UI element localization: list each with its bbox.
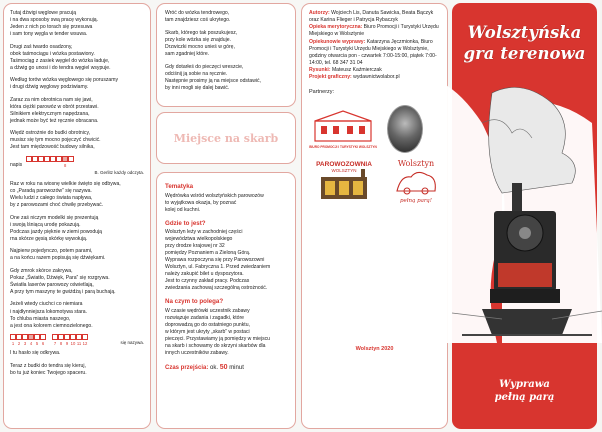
logo1-text: BIURO PROMOCJI I TURYSTYKI WOLSZTYN: [309, 144, 377, 149]
box-number: 12: [82, 340, 88, 346]
partners-label: Partnerzy:: [309, 89, 335, 96]
credits-design: [309, 74, 440, 81]
box-number: 4: [29, 340, 33, 346]
riddle-stanza: Tutaj dźwigi węglowe pracują i na dwa sposoby swą pracę wykonują. Jeden z nich po torach się przesuwa i sam tony węgla w tender wsuwa.: [10, 10, 99, 38]
where-text: Wolsztyn leży w zachodniej części województwa wielkopolskiego przy drodze krajowej nr 32 pomiędzy Poznaniem a Zieloną Górą. Wyprawa rozpoczyna się przy Parowozowni Wolsztyn, ul. Fabryczna 1. Przed zwiedzaniem należy zakupić bilet u dyspozytora. Jest to czynny zakład pracy. Podczas zwiedzania zachowaj szczególną ostrożność.: [165, 229, 271, 292]
letter-box[interactable]: [82, 334, 88, 340]
authors-text: Wojciech Lis, Danuta Sawicka, Beata Bączyk oraz Karina Flieger i Patrycja Rybaczyk: [309, 10, 434, 24]
care-text: Katarzyna Jęczmionka, Biuro Promocji i Turystyki Urzędu Miejskiego w Wolsztynie, godziny otwarcia pon - czwartek 7:00-15:00, piątek 7:00-14:00, tel. 68 347 31 04: [309, 38, 437, 66]
wolsztyn-logo-icon: [387, 157, 445, 205]
letter-box[interactable]: [68, 156, 74, 162]
letter-boxes-a: [26, 154, 74, 169]
box-number: 9: [65, 340, 69, 346]
answer-row-a: [10, 154, 144, 169]
support-text: Biuro Promocji i Turystyki Urzędu Miejskiego w Wolsztynie: [309, 24, 439, 38]
locomotive-illustration-icon: [442, 83, 602, 343]
box-number: 8: [64, 163, 67, 169]
duration-value: 50: [219, 363, 228, 371]
box-number: 3: [23, 340, 27, 346]
treasure-label: Miejsce na skarb: [173, 131, 279, 145]
box-number: 8: [59, 340, 63, 346]
riddle-stanza: Według torów wózka węglowego się poruszamy i drugi dźwig węglowy podziwiamy.: [10, 77, 119, 91]
logo2-sub: WOLSZTYN: [331, 167, 357, 173]
drawings-text: Mateusz Kaźmierczak: [331, 67, 382, 73]
partner-logos: [309, 101, 440, 209]
where-heading: Gdzie to jest?: [165, 219, 206, 227]
box-number: 2: [17, 340, 21, 346]
logo3-sub: pełną parą!: [399, 197, 433, 204]
riddle-continuation-panel: [156, 3, 296, 107]
cover-subtitle: [452, 378, 597, 404]
what-text: W czasie wędrówki uczestnik zabawy rozwiązuje zadania i zagadki, które doprowadzą go do ostatniego punktu, w którym jest ukryty „skarb” w postaci pieczęci. Przystawiamy ją pomiędzy w miejscu na skarb i schowamy do skrzyni skarbów dla innych uczestników zabawy.: [165, 307, 271, 356]
riddle-stanza: Gdy zmrok skórce zakrywa, Pokaz „Światło, Dźwięk, Para” się rozgrywa. Światła laserów parowozy oświetlają, A przy tym maszyny te gwiżdżą i parą buchają.: [10, 267, 116, 295]
logo3-text: Wolsztyn: [397, 158, 435, 168]
duration-unit: minut: [229, 364, 244, 371]
care-label: Opiekunowie wyprawy:: [309, 38, 366, 45]
cover-panel: [452, 3, 597, 429]
credits-support: [309, 24, 440, 38]
riddle-stanza: Drugi zaś twardo osadzony, obok taśmociągu i wózka postawiony. Taśmociąg z zasiek węgiel do wózka ładuje, a dźwig go unosi i do tendra węgiel wsypuje.: [10, 43, 111, 71]
box-number: 6: [41, 340, 45, 346]
info-panel: [156, 172, 296, 429]
cover-subtitle-line: Wyprawa: [499, 379, 550, 390]
duration: [165, 363, 287, 373]
parowozownia-logo-icon: [315, 159, 373, 203]
cover-subtitle-line: pełną parą: [494, 392, 555, 403]
riddle-stanza: Jeżeli wtedy ciuchci co niemiara i najdłynniejsza lokomotywa stara. To chluba miasta naszego, a jest ona kolorem ciemnozielonego.: [10, 301, 93, 329]
box-number: 1: [11, 340, 15, 346]
box-number: 5: [35, 340, 39, 346]
treasure-stamp-area[interactable]: [156, 112, 296, 164]
credits-drawings: [309, 67, 440, 74]
box-number: 11: [76, 340, 82, 346]
napis-hint: B. Gerlitz każdy odczyta.: [94, 170, 144, 176]
theme-heading: Tematyka: [165, 183, 194, 190]
year-label: Wolsztyn 2020: [355, 346, 394, 352]
what-heading: Na czym to polega?: [165, 298, 224, 306]
duration-label: Czas przejścia:: [165, 364, 209, 371]
box-number: 7: [53, 340, 57, 346]
riddle-stanza: Wróć do wózka tendrowego, tam znajdziesz coś ukrytego.: [165, 10, 231, 24]
support-label: Opieka merytoryczna:: [309, 24, 363, 31]
portrait-image: [387, 105, 423, 153]
credits-care: [309, 39, 440, 68]
boxes-hint: się nazywa.: [120, 340, 144, 346]
letter-boxes-b: [10, 332, 88, 347]
design-text: wydawnictwolabor.pl: [353, 74, 400, 81]
cover-title-line: Wolsztyńska: [467, 23, 582, 42]
answer-row-b: [10, 332, 144, 347]
theme-text: Wędrówka wśród wolsztyńskich parowozów to wyjątkowa okazja, by poznać kolej od kuchni.: [165, 192, 264, 213]
riddle-closing: Teraz z budki do tendra się kieruj, bo tu już koniec Twojego spaceru.: [10, 362, 87, 376]
riddle-stanza: One zaś niczym modelki się prezentują i swoją lśniącą urodę pokazują. Podczas jazdy pięknie w ziemi powodują rna skórze gęsią skórkę wywołują.: [10, 214, 103, 242]
riddle-stanza: Raz w roku na wiosnę wielkie święto się odbywa, co „Paradą parowozów” się nazywa. Wielu ludzi z całego świata napływa, by z parowozami choć chwilę przebywać.: [10, 181, 121, 209]
riddle-stanza: Zaraz za nim obrotnica nam się jawi, która ciężki parowóz w obrót przestawi. Silnikiem elektrycznym napędzana, jednak może być też ręcznie obracana.: [10, 96, 99, 124]
design-label: Projekt graficzny:: [309, 74, 352, 81]
drawings-label: Rysunki:: [309, 67, 331, 73]
credits-panel: [301, 3, 448, 429]
duration-prefix: ok.: [210, 364, 219, 371]
riddle-stanza: Najpierw pojedynczo, potem parami, a na końcu razem popisują się dźwiękami.: [10, 248, 106, 262]
riddle-stanza: Skarb, którego tak poszukujesz, przy kole wózka się znajduje. Drzwiczki mocno unieś w górę, sam zgadniej które.: [165, 30, 238, 58]
cover-title: [452, 23, 597, 64]
napis-label: napis: [10, 162, 23, 169]
credits-authors: [309, 10, 440, 24]
authors-label: Autorzy:: [309, 10, 330, 16]
riddle-stanza: Więdź ostrożnie do budki obrotnicy, musisz się tym mocno pojęczyć chwicić. Jest tam międzowość budowy silnika,: [10, 130, 101, 151]
box-number: 10: [70, 340, 76, 346]
building-logo-icon: [309, 107, 377, 153]
riddle-stanza: Gdy dotarłeś do pieczęci wreszcie, odciśnij ją sobie na ręcznie. Następnie prosimy ją na miejsce odstawić, by inni mogli się dalej bawić.: [165, 64, 261, 92]
cover-title-line: gra terenowa: [463, 43, 586, 63]
logo2-text: PAROWOZOWNIA: [316, 160, 372, 168]
riddle-line: I tu hasło się odkrywa.: [10, 350, 61, 357]
riddle-panel: [3, 3, 151, 429]
